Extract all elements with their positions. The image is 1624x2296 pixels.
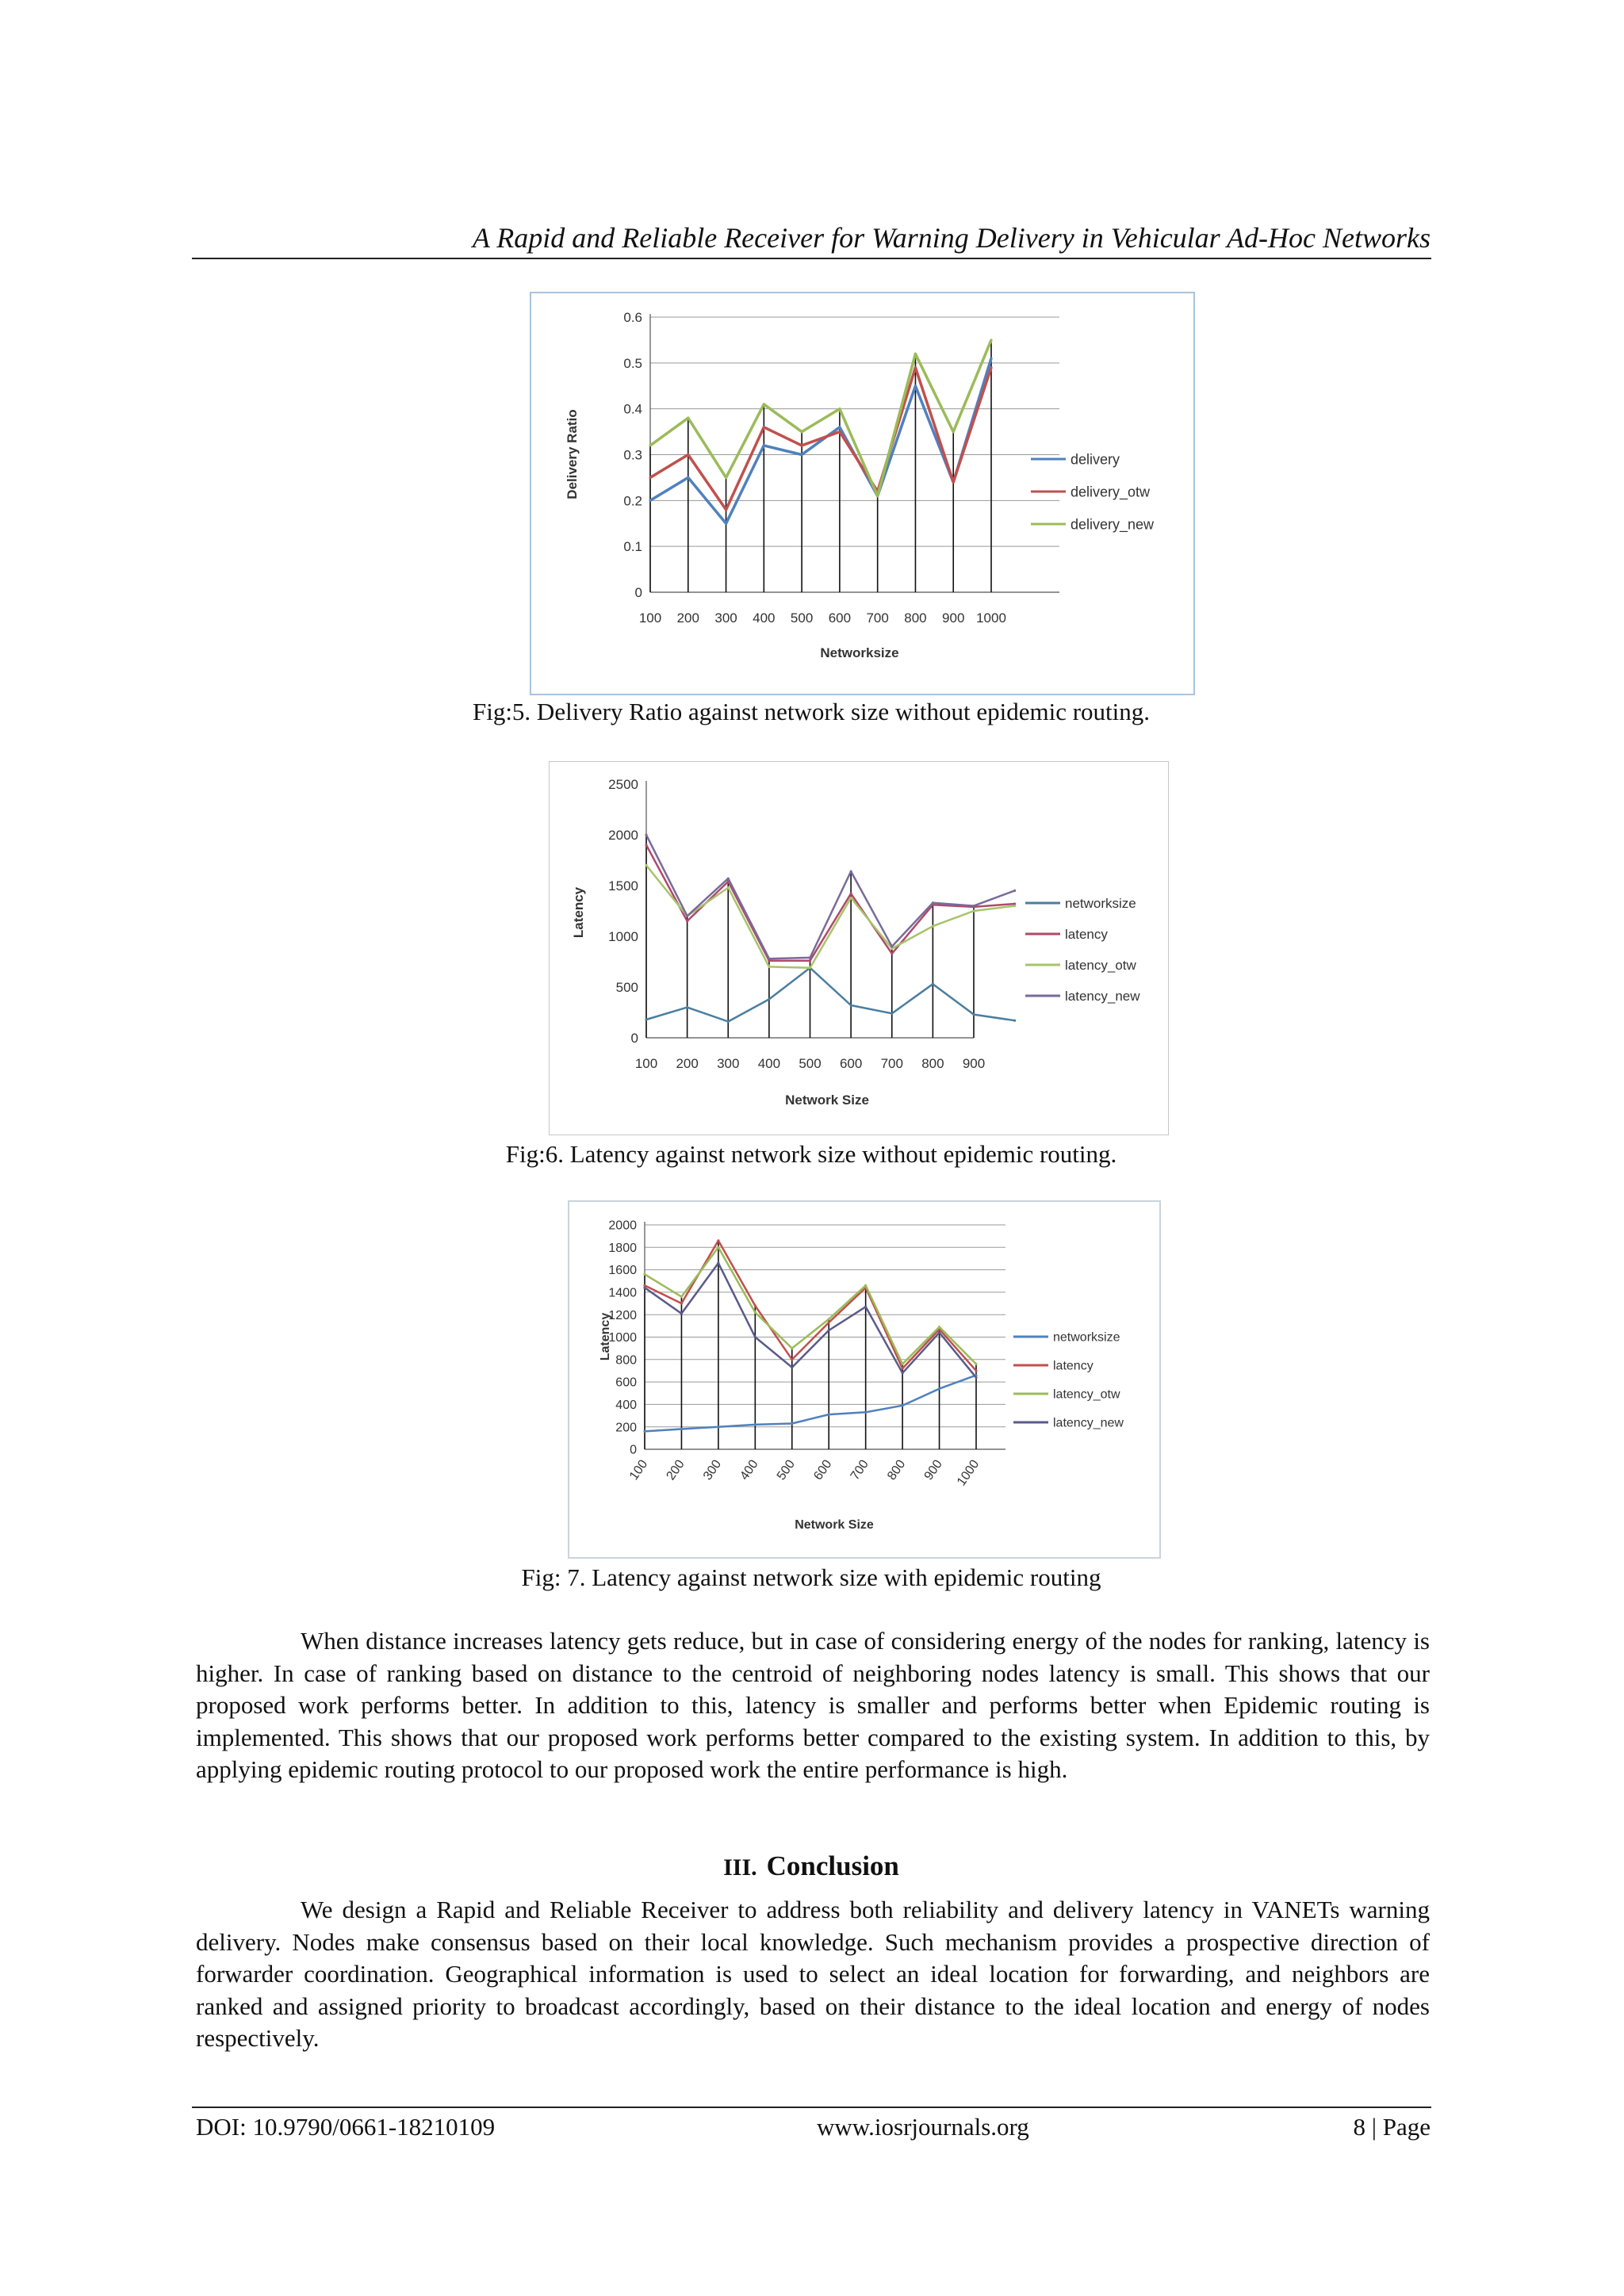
fig7-point-latency_otw xyxy=(975,1363,977,1365)
fig6-point-networksize xyxy=(850,1004,852,1006)
section-heading-conclusion xyxy=(192,1849,1431,1885)
fig5-legend-label-delivery_otw: delivery_otw xyxy=(1071,484,1151,500)
fig6-point-latency_new xyxy=(645,833,647,836)
fig7-legend-label-latency: latency xyxy=(1053,1359,1094,1373)
fig5-x-tick-label: 900 xyxy=(942,610,965,626)
conclusion-paragraph xyxy=(196,1894,1430,2055)
fig7-point-latency xyxy=(680,1302,683,1304)
fig6-legend-label-latency_otw: latency_otw xyxy=(1065,957,1136,973)
fig5-x-tick-label: 200 xyxy=(676,610,699,626)
fig6-point-latency_new xyxy=(972,905,975,907)
fig5-point-delivery_new xyxy=(687,417,689,419)
fig5-point-delivery_otw xyxy=(763,426,765,428)
fig6-x-tick-label: 900 xyxy=(962,1056,986,1071)
fig7-point-latency xyxy=(754,1304,756,1307)
figure-7-latency-epidemic-chart xyxy=(568,1200,1161,1559)
fig6-point-latency_otw xyxy=(850,897,852,899)
fig6-y-tick-label: 500 xyxy=(615,979,638,995)
fig6-x-tick-label: 300 xyxy=(717,1056,740,1071)
fig7-point-networksize xyxy=(902,1404,904,1406)
fig6-point-latency xyxy=(891,952,893,955)
footer-page-number: 8 | Page xyxy=(1353,2113,1431,2141)
fig7-point-networksize xyxy=(643,1430,645,1433)
fig6-x-tick-label: 100 xyxy=(634,1056,658,1071)
fig5-point-delivery xyxy=(990,357,992,359)
fig6-x-tick-label: 400 xyxy=(757,1056,781,1071)
fig6-x-axis-title: Network Size xyxy=(785,1093,869,1108)
fig5-point-delivery xyxy=(763,444,765,446)
fig7-x-tick-label: 800 xyxy=(885,1457,909,1483)
fig5-point-delivery_new xyxy=(952,430,955,433)
fig7-y-tick-label: 600 xyxy=(615,1376,637,1390)
fig5-point-delivery xyxy=(838,426,841,428)
fig5-point-delivery xyxy=(914,385,917,387)
fig6-series-line-latency_new xyxy=(646,835,1015,959)
fig7-x-tick-label: 100 xyxy=(627,1457,651,1483)
fig5-point-delivery_new xyxy=(838,408,841,410)
fig5-point-delivery_otw xyxy=(801,444,803,446)
fig7-x-tick-label: 500 xyxy=(774,1457,799,1483)
fig7-point-networksize xyxy=(938,1387,940,1390)
fig6-point-latency_otw xyxy=(809,966,811,969)
figure-7-caption: Fig: 7. Latency against network size with epidemic routing xyxy=(521,1563,1101,1591)
fig5-point-delivery_new xyxy=(725,476,727,479)
fig6-y-tick-label: 2500 xyxy=(608,776,638,792)
fig7-point-latency_new xyxy=(717,1262,719,1265)
fig7-point-latency_new xyxy=(643,1287,645,1289)
fig7-point-networksize xyxy=(828,1414,830,1416)
fig7-y-tick-label: 1800 xyxy=(608,1241,637,1255)
fig6-y-tick-label: 1000 xyxy=(608,928,638,944)
fig7-x-tick-label: 700 xyxy=(848,1457,871,1483)
fig7-x-tick-label: 400 xyxy=(737,1457,761,1483)
fig5-point-delivery_new xyxy=(990,339,992,341)
fig6-x-tick-label: 200 xyxy=(676,1056,699,1071)
fig5-y-tick-label: 0.6 xyxy=(623,309,642,325)
fig6-y-tick-label: 1500 xyxy=(608,878,638,894)
fig6-point-latency_otw xyxy=(645,864,647,867)
fig6-point-latency_new xyxy=(686,915,688,917)
fig6-point-latency_new xyxy=(932,901,934,904)
footer-rule xyxy=(192,2107,1431,2108)
figure-6-latency-chart xyxy=(549,761,1169,1135)
fig5-x-tick-label: 100 xyxy=(638,610,662,626)
fig6-point-latency xyxy=(686,920,688,922)
section-title: Conclusion xyxy=(766,1850,899,1881)
fig5-y-tick-label: 0.1 xyxy=(623,539,642,555)
footer-website: www.iosrjournals.org xyxy=(817,2113,1029,2141)
fig5-y-tick-label: 0.5 xyxy=(623,355,642,371)
fig5-point-delivery_otw xyxy=(990,366,992,369)
fig7-point-latency xyxy=(828,1322,830,1324)
fig5-x-tick-label: 600 xyxy=(828,610,852,626)
fig7-point-latency_new xyxy=(791,1366,793,1368)
figure-5-plot xyxy=(531,293,1193,694)
fig7-point-networksize xyxy=(864,1411,867,1414)
fig6-point-networksize xyxy=(932,983,934,985)
fig6-point-latency xyxy=(850,893,852,895)
fig5-x-tick-label: 300 xyxy=(714,610,737,626)
fig5-x-tick-label: 400 xyxy=(753,610,776,626)
fig5-point-delivery xyxy=(649,499,651,502)
fig7-point-latency xyxy=(791,1358,793,1360)
fig6-y-tick-label: 0 xyxy=(630,1030,638,1046)
fig5-point-delivery_new xyxy=(763,403,765,405)
fig6-point-latency_new xyxy=(1013,890,1016,892)
figure-5-caption: Fig:5. Delivery Ratio against network size without epidemic routing. xyxy=(472,698,1151,725)
fig7-point-latency_new xyxy=(828,1329,830,1331)
fig7-point-latency_otw xyxy=(680,1295,683,1298)
fig5-legend-label-delivery: delivery xyxy=(1071,451,1120,468)
fig6-point-networksize xyxy=(645,1018,647,1020)
fig6-y-tick-label: 2000 xyxy=(608,827,638,843)
fig5-x-tick-label: 800 xyxy=(904,610,927,626)
fig7-point-latency_otw xyxy=(717,1246,719,1249)
fig6-x-tick-label: 800 xyxy=(921,1056,944,1071)
figure-6-plot xyxy=(550,762,1168,1135)
fig6-point-latency_new xyxy=(809,956,811,959)
fig7-y-axis-title: Latency xyxy=(599,1312,612,1361)
fig7-y-tick-label: 1600 xyxy=(608,1264,637,1278)
fig7-point-latency_otw xyxy=(754,1311,756,1314)
fig7-y-tick-label: 0 xyxy=(630,1443,637,1457)
fig6-x-tick-label: 500 xyxy=(799,1056,822,1071)
fig5-y-tick-label: 0 xyxy=(634,584,642,600)
fig6-point-networksize xyxy=(768,998,770,1001)
fig5-y-axis-title: Delivery Ratio xyxy=(565,409,580,499)
fig5-point-delivery_otw xyxy=(687,453,689,456)
fig7-point-latency_new xyxy=(938,1331,940,1334)
fig5-point-delivery xyxy=(687,476,689,479)
footer-doi: DOI: 10.9790/0661-18210109 xyxy=(196,2113,496,2141)
fig7-y-tick-label: 1000 xyxy=(608,1331,637,1345)
fig6-y-axis-title: Latency xyxy=(571,886,586,939)
fig6-legend-label-latency_new: latency_new xyxy=(1065,988,1140,1004)
running-header: A Rapid and Reliable Receiver for Warning Delivery in Vehicular Ad-Hoc Networks xyxy=(472,222,1431,254)
fig6-point-latency_otw xyxy=(1013,905,1016,907)
fig7-series-line-latency xyxy=(645,1241,976,1371)
fig7-point-latency_otw xyxy=(791,1347,793,1349)
fig7-point-networksize xyxy=(680,1428,683,1430)
fig5-x-tick-label: 1000 xyxy=(976,610,1006,626)
fig7-point-latency_otw xyxy=(938,1326,940,1328)
fig5-point-delivery_new xyxy=(801,430,803,433)
fig7-point-latency_new xyxy=(975,1376,977,1379)
fig7-y-tick-label: 1400 xyxy=(608,1286,637,1300)
fig5-legend-label-delivery_new: delivery_new xyxy=(1071,516,1155,533)
figure-7-plot xyxy=(569,1202,1159,1557)
fig6-point-latency_new xyxy=(850,870,852,872)
fig5-point-delivery_otw xyxy=(725,508,727,511)
fig5-y-tick-label: 0.3 xyxy=(623,447,642,463)
fig5-point-delivery_otw xyxy=(838,430,841,433)
fig5-point-delivery_new xyxy=(649,444,651,446)
results-paragraph-text: When distance increases latency gets reduce, but in case of considering energy of the nodes for ranking, latency is higher. In case of ranking based on distance to the centroid of neighboring nodes latency is small. This shows that our proposed work performs better. In addition to this, latency is smaller and performs better when Epidemic routing is implemented. This shows that our proposed work performs better compared to the existing system. In addition to this, by applying epidemic routing protocol to our proposed work the entire performance is high. xyxy=(196,1627,1430,1783)
section-number: III. xyxy=(723,1854,757,1881)
fig5-point-delivery_otw xyxy=(914,366,917,369)
fig6-point-latency_otw xyxy=(972,909,975,912)
fig6-point-latency_otw xyxy=(932,925,934,928)
fig5-y-tick-label: 0.2 xyxy=(623,493,642,509)
conclusion-paragraph-text: We design a Rapid and Reliable Receiver to address both reliability and delivery latency in VANETs warning delivery. Nodes make consensus based on their local knowledge. Such mechanism provides a prospective direction of forwarder coordination. Geographical information is used to select an ideal location for forwarding, and neighbors are ranked and assigned priority to broadcast accordingly, based on their distance to the ideal location and energy of nodes respectively. xyxy=(196,1896,1430,2052)
fig5-x-axis-title: Networksize xyxy=(820,645,899,660)
fig5-x-tick-label: 500 xyxy=(790,610,814,626)
fig7-legend-label-latency_otw: latency_otw xyxy=(1053,1387,1120,1402)
fig5-point-delivery_new xyxy=(914,353,917,355)
header-rule xyxy=(192,258,1431,259)
fig7-point-networksize xyxy=(754,1423,756,1425)
fig7-legend-label-latency_new: latency_new xyxy=(1053,1416,1124,1430)
fig6-point-latency xyxy=(809,959,811,962)
fig7-point-latency xyxy=(975,1369,977,1372)
fig7-point-networksize xyxy=(791,1422,793,1425)
fig7-y-tick-label: 2000 xyxy=(608,1219,637,1233)
fig6-series-line-networksize xyxy=(646,968,1015,1022)
fig7-point-latency_new xyxy=(754,1336,756,1338)
fig5-point-delivery_otw xyxy=(649,476,651,479)
fig6-x-tick-label: 600 xyxy=(839,1056,863,1071)
figure-6-caption: Fig:6. Latency against network size without epidemic routing. xyxy=(505,1140,1117,1168)
fig7-y-tick-label: 1200 xyxy=(608,1308,637,1322)
fig7-x-tick-label: 1000 xyxy=(954,1457,982,1489)
fig6-point-networksize xyxy=(1013,1020,1016,1022)
fig7-y-tick-label: 400 xyxy=(615,1399,637,1412)
fig6-legend-label-latency: latency xyxy=(1065,926,1108,942)
fig6-point-latency_new xyxy=(891,945,893,947)
fig6-point-networksize xyxy=(686,1006,688,1008)
fig5-point-delivery xyxy=(725,522,727,525)
fig7-point-latency xyxy=(643,1284,645,1287)
fig7-point-latency_new xyxy=(902,1372,904,1374)
fig5-point-delivery xyxy=(801,453,803,456)
fig7-x-tick-label: 200 xyxy=(664,1457,688,1483)
fig6-point-networksize xyxy=(727,1020,730,1023)
fig7-point-latency_new xyxy=(864,1306,867,1308)
fig6-point-networksize xyxy=(891,1012,893,1015)
fig7-y-tick-label: 800 xyxy=(615,1353,637,1368)
results-paragraph xyxy=(196,1625,1430,1786)
fig5-point-delivery_otw xyxy=(952,481,955,484)
fig5-point-delivery_new xyxy=(876,495,879,497)
fig7-legend-label-networksize: networksize xyxy=(1053,1330,1120,1345)
fig7-x-tick-label: 300 xyxy=(700,1457,725,1483)
fig6-legend-label-networksize: networksize xyxy=(1065,895,1136,911)
fig7-point-latency_otw xyxy=(902,1363,904,1365)
fig7-point-latency_otw xyxy=(828,1318,830,1320)
fig6-x-tick-label: 700 xyxy=(880,1056,903,1071)
fig6-point-networksize xyxy=(972,1013,975,1016)
fig6-point-latency_otw xyxy=(727,886,730,889)
fig7-x-tick-label: 600 xyxy=(811,1457,835,1483)
fig6-point-latency xyxy=(645,844,647,846)
fig7-y-tick-label: 200 xyxy=(615,1421,637,1435)
fig7-point-latency xyxy=(717,1239,719,1242)
fig6-point-latency_otw xyxy=(768,966,770,968)
fig7-point-latency_otw xyxy=(864,1284,867,1287)
fig7-point-latency_otw xyxy=(643,1273,645,1276)
fig6-point-latency_new xyxy=(768,958,770,960)
fig7-point-latency_new xyxy=(680,1312,683,1314)
fig6-point-latency_new xyxy=(727,877,730,879)
figure-5-delivery-ratio-chart xyxy=(530,292,1195,695)
fig5-y-tick-label: 0.4 xyxy=(623,401,642,417)
fig7-series-line-networksize xyxy=(645,1376,976,1432)
fig7-point-networksize xyxy=(717,1425,719,1428)
fig7-x-axis-title: Network Size xyxy=(795,1518,874,1532)
fig5-x-tick-label: 700 xyxy=(866,610,889,626)
fig7-x-tick-label: 900 xyxy=(921,1457,945,1483)
